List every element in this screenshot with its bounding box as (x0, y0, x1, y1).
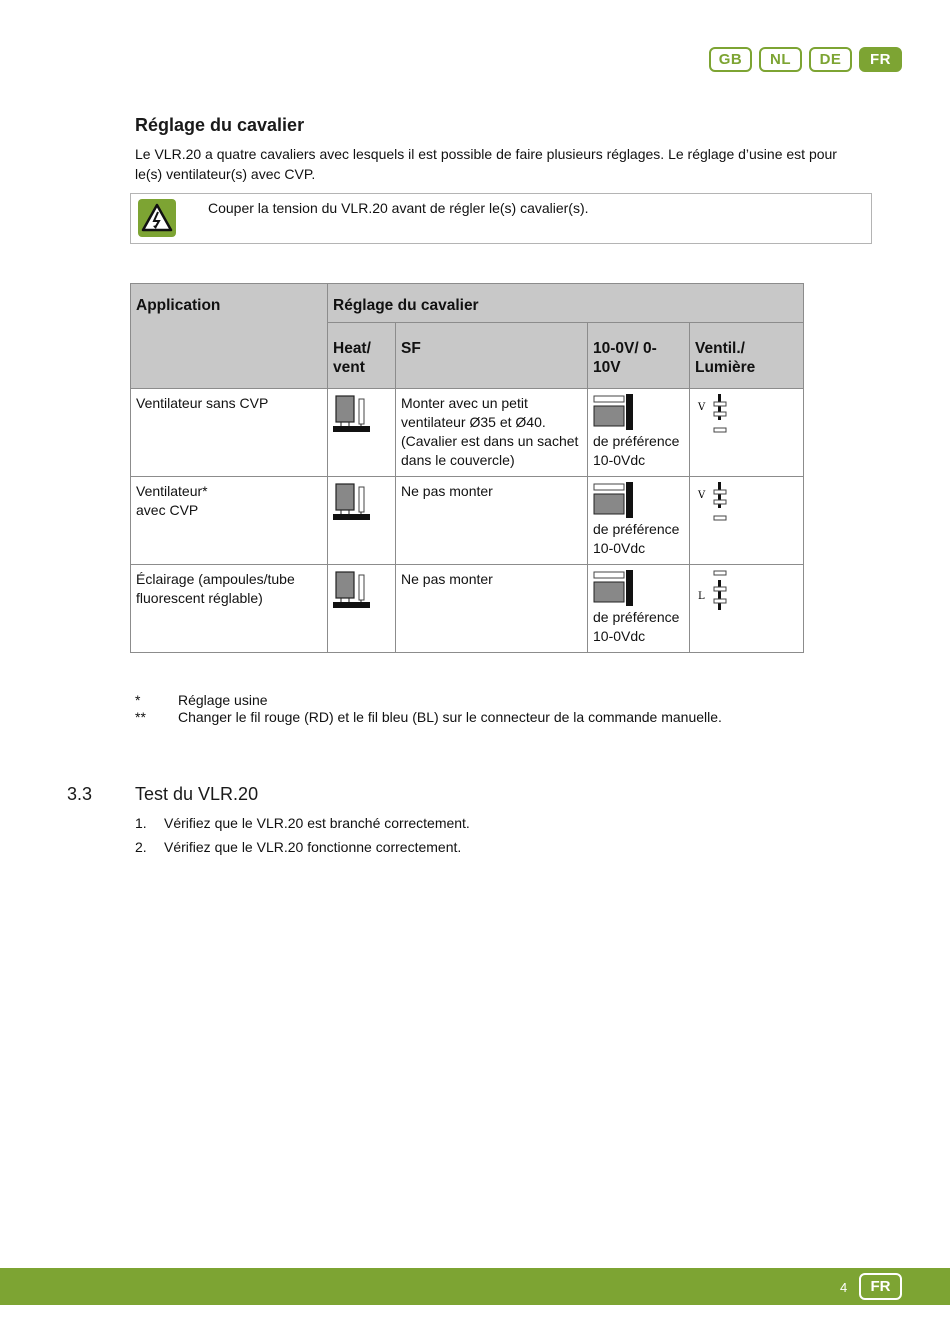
cell-sf: Ne pas monter (396, 565, 588, 653)
jumper-10-0v-icon (593, 394, 635, 430)
lang-tab-gb[interactable]: GB (709, 47, 752, 72)
jumper-vent-light-icon (695, 394, 735, 436)
footer-band (0, 1268, 950, 1305)
footnote-mark: ** (135, 709, 146, 725)
cell-application: Ventilateur* avec CVP (131, 477, 328, 565)
cell-10-0v (588, 565, 690, 653)
section-title: Test du VLR.20 (135, 784, 259, 804)
lang-tab-nl[interactable]: NL (759, 47, 802, 72)
footnote-text: Réglage usine (178, 692, 268, 708)
section-number: 3.3 (67, 784, 93, 804)
cell-heat-vent (328, 477, 396, 565)
vent-light-letter: V (698, 402, 706, 413)
jumper-heat-vent-icon (333, 482, 373, 522)
lang-tab-fr[interactable]: FR (859, 47, 902, 72)
header-sf: SF (396, 323, 588, 389)
vent-light-letter: L (698, 591, 705, 602)
cell-10-0v-text: de préférence 10-0Vdc (593, 609, 680, 644)
jumper-table (130, 283, 804, 653)
lang-tab-de[interactable]: DE (809, 47, 852, 72)
step-text: Vérifiez que le VLR.20 fonctionne correctement. (164, 839, 462, 855)
table-row (131, 389, 804, 477)
cell-vent-light (690, 389, 804, 477)
header-jumper-setting: Réglage du cavalier (328, 284, 804, 323)
footnote (135, 692, 268, 708)
intro-paragraph: Le VLR.20 a quatre cavaliers avec lesquels il est possible de faire plusieurs réglages. Le réglage d’usine est pour le(s) ventilateur(s) avec CVP. (135, 146, 837, 182)
table-row (131, 477, 804, 565)
step-number: 2. (135, 839, 147, 855)
header-application: Application (131, 284, 328, 389)
list-item (135, 839, 461, 855)
header-vent-light: Ventil./ Lumière (690, 323, 804, 389)
jumper-heat-vent-icon (333, 570, 373, 610)
step-number: 1. (135, 815, 147, 831)
table-row (131, 565, 804, 653)
header-10-0v: 10-0V/ 0-10V (588, 323, 690, 389)
cell-heat-vent (328, 565, 396, 653)
cell-vent-light (690, 477, 804, 565)
section-heading: Réglage du cavalier (135, 115, 305, 135)
cell-10-0v (588, 389, 690, 477)
warning-text: Couper la tension du VLR.20 avant de régler le(s) cavalier(s). (208, 200, 589, 216)
cell-heat-vent (328, 389, 396, 477)
header-heat-vent: Heat/ vent (328, 323, 396, 389)
footnote-text: Changer le fil rouge (RD) et le fil bleu (BL) sur le connecteur de la commande manuelle. (178, 709, 722, 725)
footnote (135, 709, 722, 725)
jumper-10-0v-icon (593, 570, 635, 606)
cell-sf: Monter avec un petit ventilateur Ø35 et Ø40. (Cavalier est dans un sachet dans le couvercle) (396, 389, 588, 477)
warning-box (130, 193, 872, 244)
jumper-vent-light-icon (695, 482, 735, 524)
cell-10-0v-text: de préférence 10-0Vdc (593, 521, 680, 556)
footer-lang-badge: FR (859, 1273, 902, 1300)
cell-vent-light (690, 565, 804, 653)
cell-application: Ventilateur sans CVP (131, 389, 328, 477)
jumper-10-0v-icon (593, 482, 635, 518)
footnote-mark: * (135, 692, 141, 708)
cell-10-0v (588, 477, 690, 565)
step-text: Vérifiez que le VLR.20 est branché correctement. (164, 815, 470, 831)
cell-sf: Ne pas monter (396, 477, 588, 565)
list-item (135, 815, 470, 831)
cell-10-0v-text: de préférence 10-0Vdc (593, 433, 680, 468)
jumper-heat-vent-icon (333, 394, 373, 434)
vent-light-letter: V (698, 490, 706, 501)
language-tabs (709, 47, 902, 72)
cell-application: Éclairage (ampoules/tube fluorescent réglable) (131, 565, 328, 653)
jumper-vent-light-icon (695, 570, 735, 612)
page-number: 4 (840, 1280, 848, 1295)
electric-hazard-icon (138, 199, 176, 237)
